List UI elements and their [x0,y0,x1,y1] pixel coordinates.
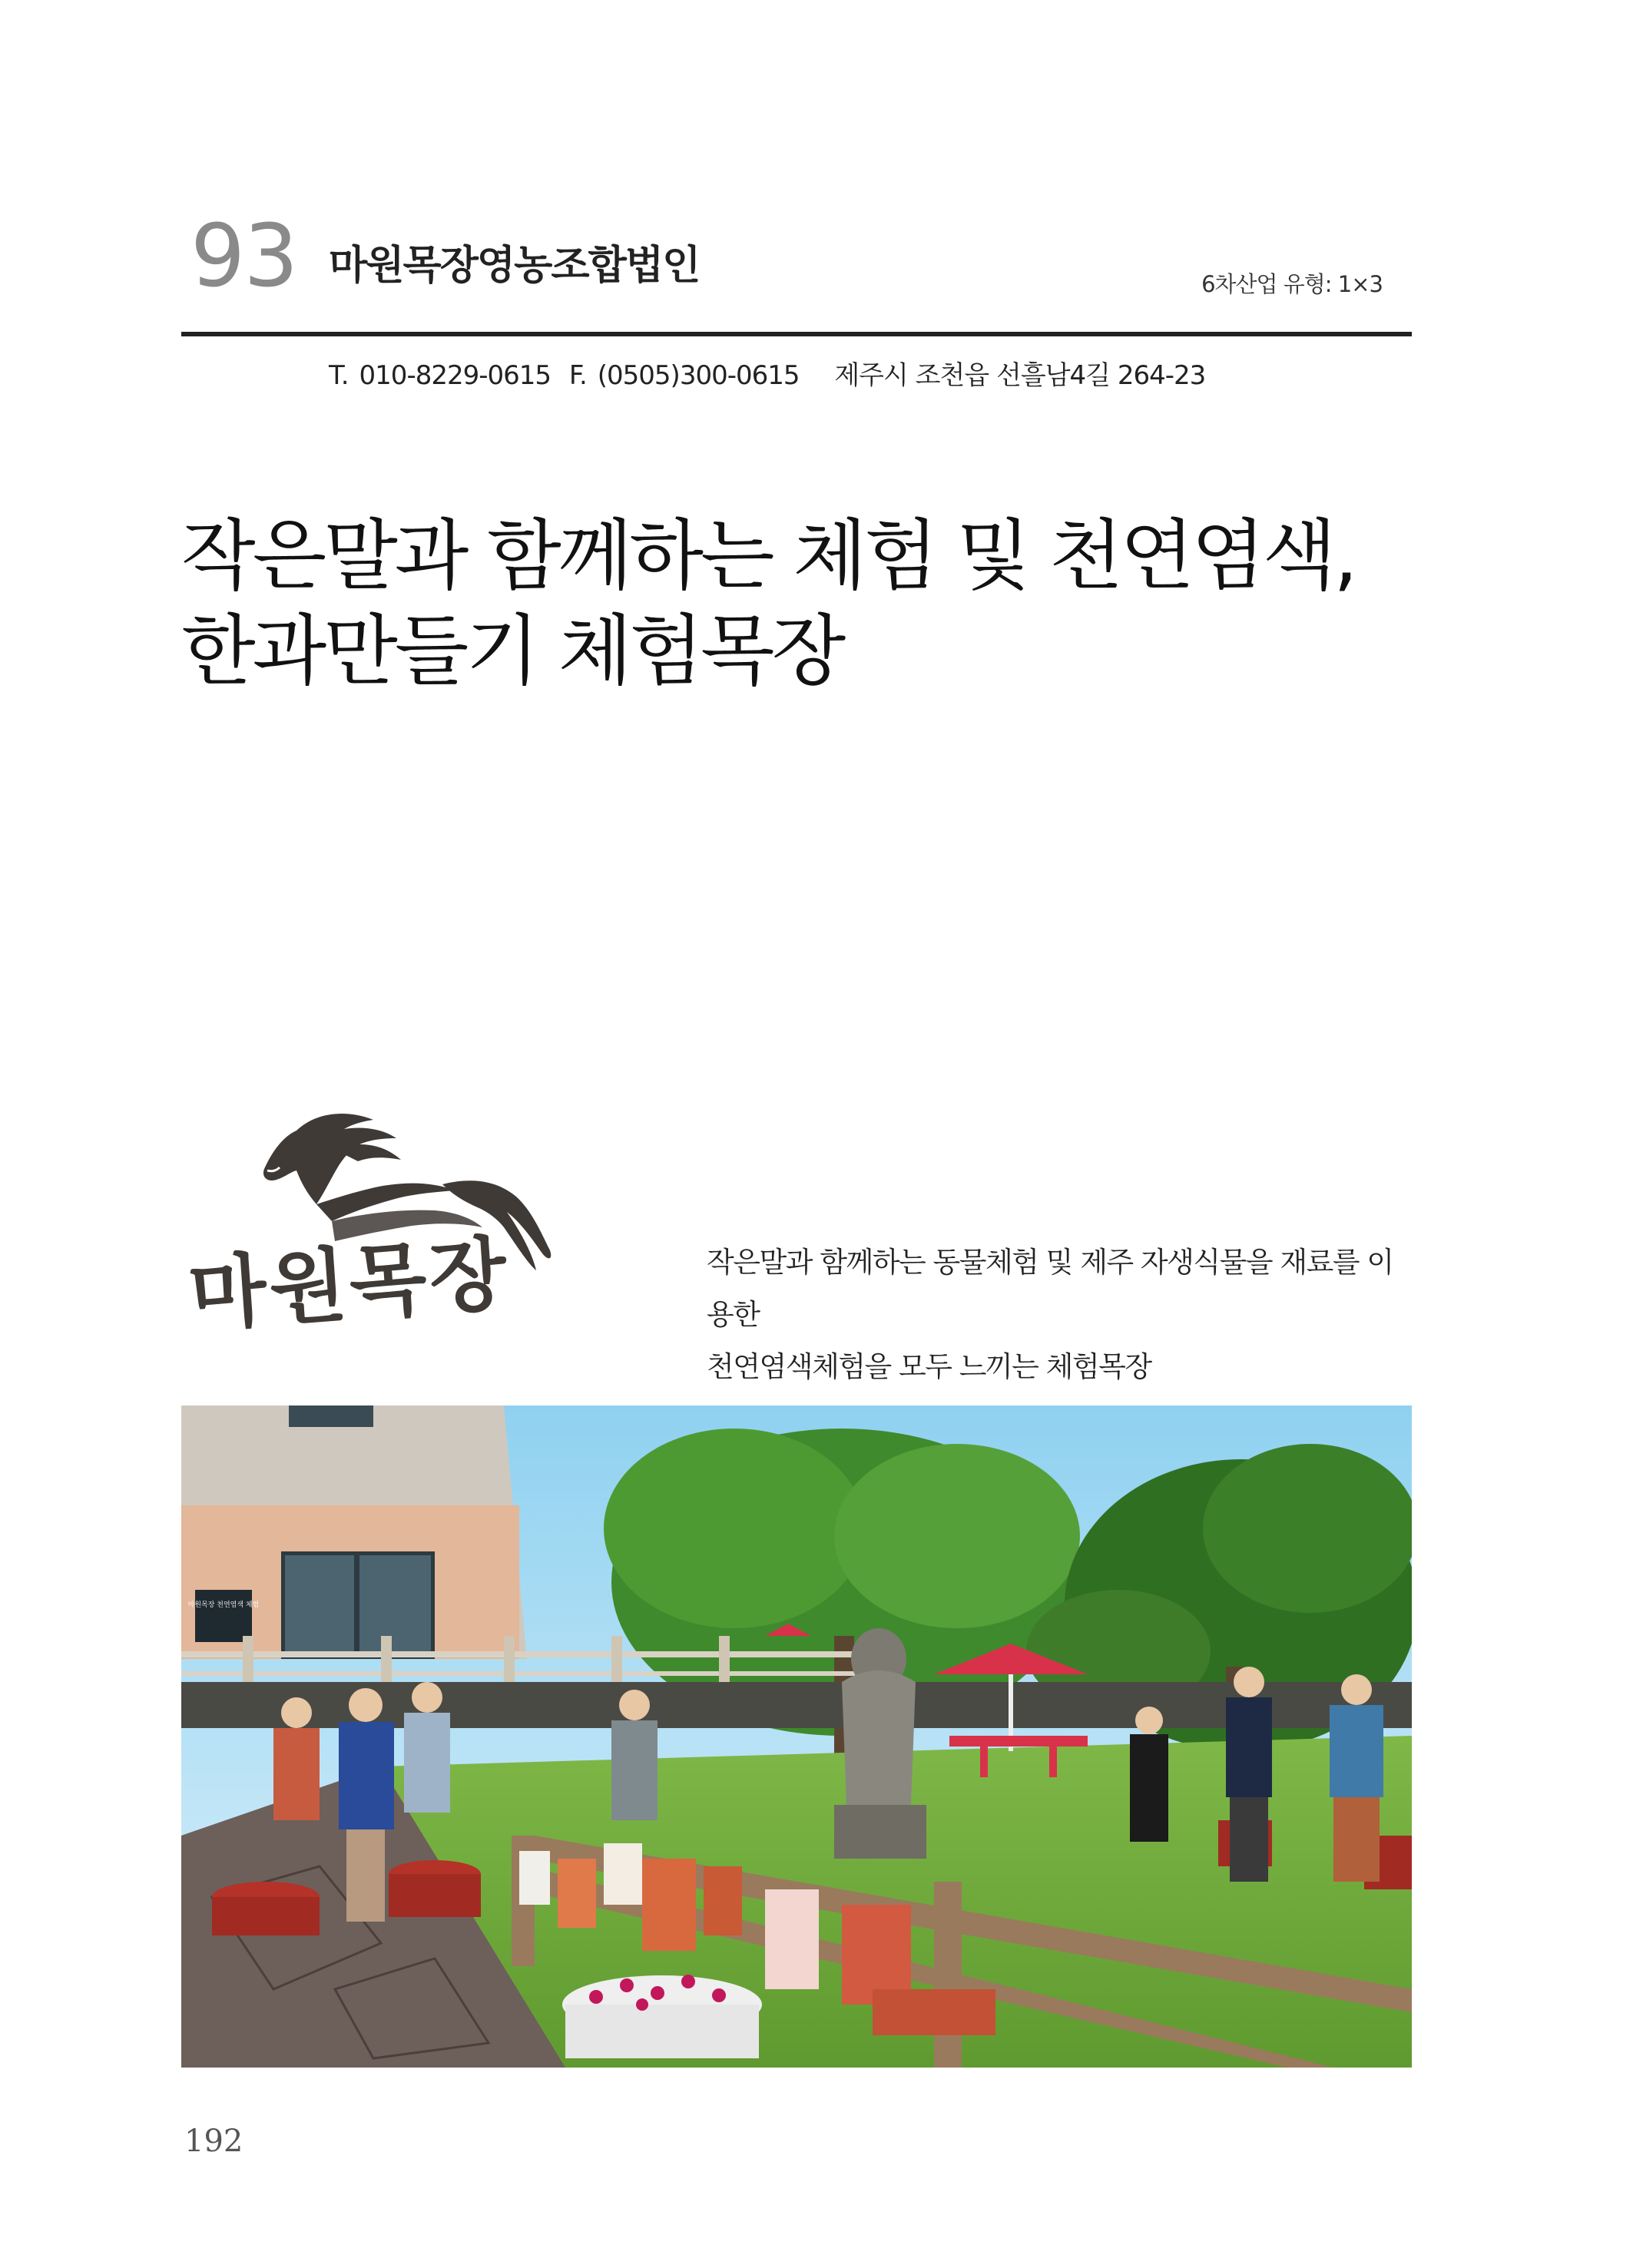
address: 제주시 조천읍 선흘남4길 264-23 [834,360,1206,391]
logo-text: 마원목장 [186,1225,513,1343]
tel-number: 010-8229-0615 [359,360,552,391]
headline-line-2: 한과만들기 체험목장 [181,606,843,696]
contact-line [329,360,1216,391]
fax-number: (0505)300-0615 [597,360,800,391]
tel-label: T. [329,360,349,391]
photo-scene [181,1405,1412,2068]
business-type-label: 6차산업 유형: 1×3 [1201,271,1383,297]
intro-text [707,1237,1413,1393]
intro-line-1: 작은말과 함께하는 동물체험 및 제주 자생식물을 재료를 이용한 [707,1246,1393,1331]
header-divider [181,332,1412,336]
headline-line-1: 작은말과 함께하는 체험 및 천연염색, [181,511,1355,601]
fax-label: F. [568,360,587,391]
organization-name: 마원목장영농조합법인 [329,243,700,289]
page-headline [181,508,1426,699]
entry-number: 93 [190,207,297,306]
dyeing-experience-photo [181,1405,1412,2068]
maone-ranch-logo [181,1106,611,1359]
page-number: 192 [184,2124,243,2159]
signboard-text: 마원목장 천연염색 체험 [187,1601,260,1609]
intro-line-2: 천연염색체험을 모두 느끼는 체험목장 [707,1350,1151,1383]
